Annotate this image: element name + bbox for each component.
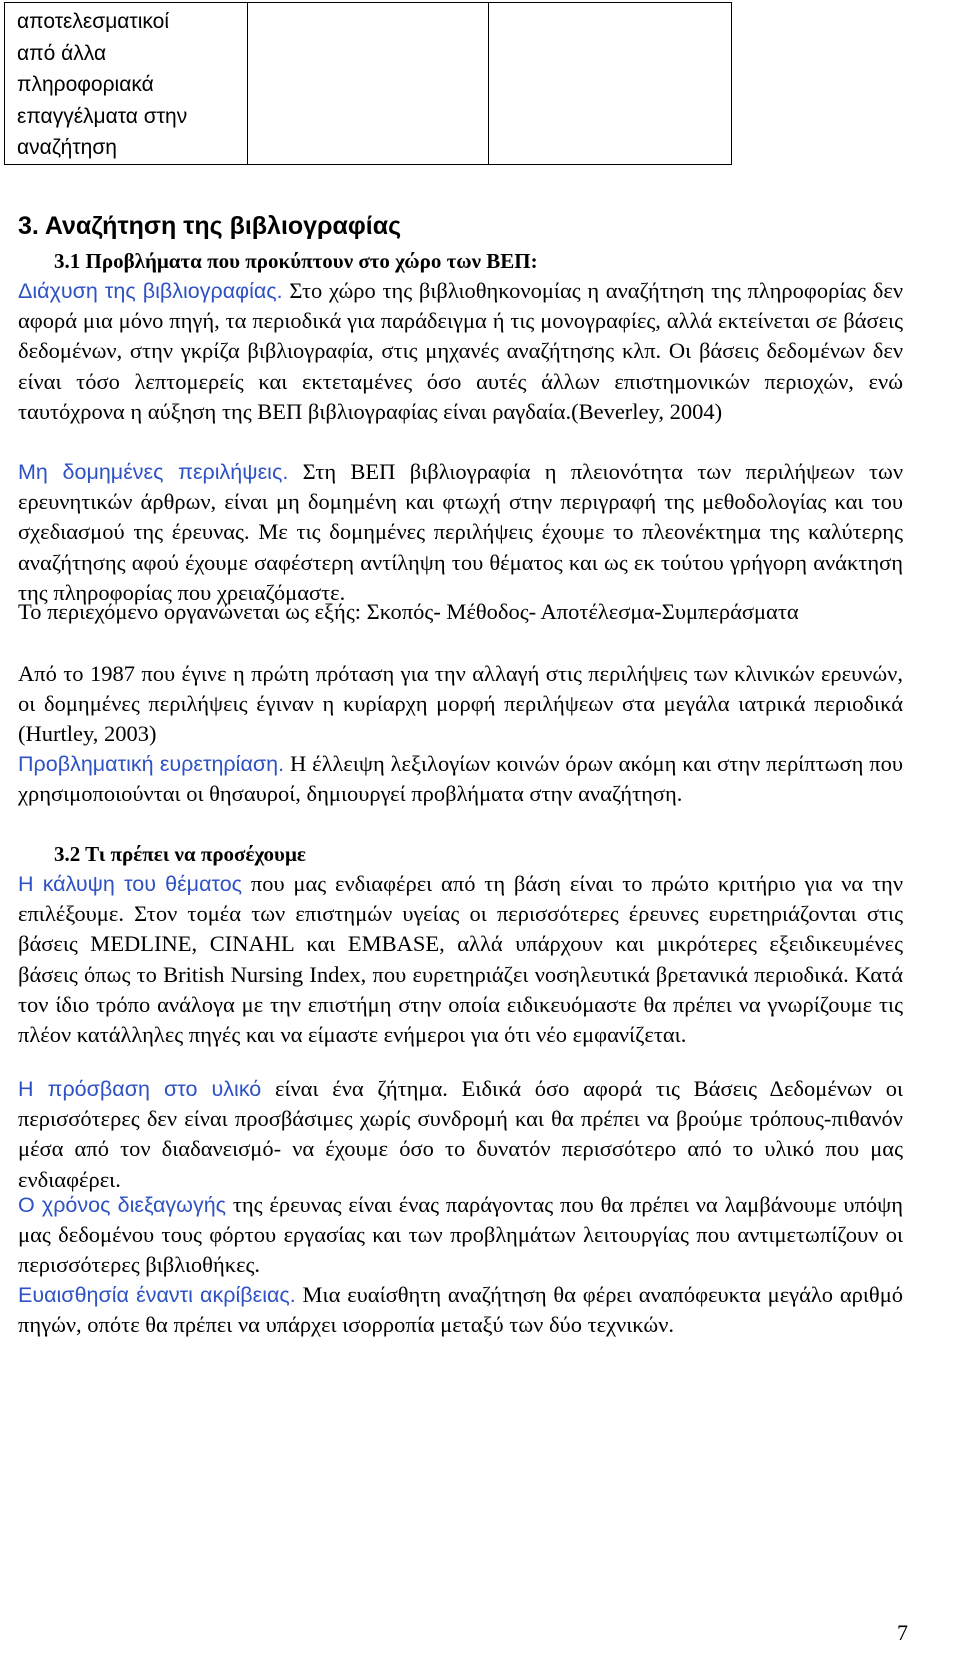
- paragraph-body: Στο χώρο της βιβλιοθηκονομίας η αναζήτηση της πληροφορίας δεν αφορά μια μόνο πηγή, τα περιοδικά για παράδειγμα ή τις μονογραφίες, αλλά εκτείνεται σε βάσεις δεδομένων, στην γκρίζα βιβλιογραφία, στις μηχανές αναζήτησης κλπ. Οι βάσεις δεδομένων δεν είναι τόσο λεπτομερείς και εκτεταμένες όσο αυτές άλλων επιστημονικών περιοχών, ενώ ταυτόχρονα η αύξηση της ΒΕΠ βιβλιογραφίας είναι ραγδαία.(Beverley, 2004): [18, 278, 904, 424]
- paragraph-lead-phrase: Η κάλυψη του θέματος: [18, 872, 243, 896]
- paragraph-research-time: [18, 1190, 903, 1281]
- paragraph-lead-phrase: Προβληματική ευρετηρίαση.: [18, 752, 285, 776]
- subsection-heading-considerations: 3.2 Τι πρέπει να προσέχουμε: [54, 842, 306, 866]
- cell-text-line: από άλλα: [17, 41, 107, 65]
- paragraph-body: είναι ένα ζήτημα. Ειδικά όσο αφορά τις Βάσεις Δεδομένων οι περισσότερες δεν είναι προσβάσιμες χωρίς συνδρομή και θα πρέπει να βρούμε τρόπους-πιθανόν μέσα από τον διαδανεισμό- να έχουμε όσο το δυνατόν περισσότερο από το υλικό που μας ενδιαφέρει.: [18, 1076, 903, 1192]
- paragraph-literature-diffusion: [18, 276, 903, 427]
- paragraph-unstructured-abstracts: [18, 457, 903, 608]
- table-row: [5, 3, 732, 165]
- table-cell-empty: [248, 3, 489, 165]
- section-heading: 3. Αναζήτηση της βιβλιογραφίας: [18, 212, 402, 240]
- paragraph-lead-phrase: Μη δομημένες περιλήψεις.: [18, 460, 289, 484]
- paragraph-body: Μια ευαίσθητη αναζήτηση θα φέρει αναπόφευκτα μεγάλο αριθμό πηγών, οπότε θα πρέπει να υπάρχει ισορροπία μεταξύ των δύο τεχνικών.: [18, 1282, 904, 1338]
- paragraph-body: Η έλλειψη λεξιλογίων κοινών όρων ακόμη και στην περίπτωση που χρησιμοποιούνται οι θησαυροί, δημιουργεί προβλήματα στην αναζήτηση.: [18, 751, 903, 807]
- paragraph-lead-phrase: Η πρόσβαση στο υλικό: [18, 1077, 262, 1101]
- paragraph-structured-abstracts-history: Από το 1987 που έγινε η πρώτη πρόταση για την αλλαγή στις περιλήψεις των κλινικών ερευνών, οι δομημένες περιλήψεις έγιναν η κυρίαρχη μορφή περιλήψεων στα μεγάλα ιατρικά περιοδικά (Hurtley, 2003): [18, 661, 903, 747]
- paragraph-lead-phrase: Διάχυση της βιβλιογραφίας.: [18, 279, 283, 303]
- paragraph-content-structure: Το περιεχόμενο οργανώνεται ως εξής: Σκοπός- Μέθοδος- Αποτέλεσμα-Συμπεράσματα: [18, 599, 799, 624]
- table-cell-empty: [489, 3, 732, 165]
- paragraph-body: που μας ενδιαφέρει από τη βάση είναι το πρώτο κριτήριο για να την επιλέξουμε. Στον τομέα των επιστημών υγείας οι περισσότερες έρευνες ευρετηριάζονται στις βάσεις MEDLINE, CINAHL και EMBASE, αλλά υπάρχουν και μικρότερες εξειδικευμένες βάσεις όπως το British Nursing Index, που ευρετηριάζει νοσηλευτικά βρετανικά περιοδικά. Κατά τον ίδιο τρόπο ανάλογα με την επιστήμη στην οποία ειδικευόμαστε θα πρέπει να γνωρίζουμε τις πλέον κατάλληλες πηγές και να είμαστε ενήμεροι για ότι νέο εμφανίζεται.: [18, 871, 903, 1048]
- cell-text-line: αποτελεσματικοί: [17, 10, 169, 33]
- comparison-table-fragment: [4, 2, 732, 165]
- paragraph-body: Στη ΒΕΠ βιβλιογραφία η πλειονότητα των περιλήψεων των ερευνητικών άρθρων, είναι μη δομημένη και φτωχή στην περιγραφή της μεθοδολογίας και του σχεδιασμού της έρευνας. Με τις δομημένες περιλήψεις έχουμε το πλεονέκτημα της καλύτερης αναζήτησης αφού έχουμε σαφέστερη αντίληψη του θέματος και ως εκ τούτου γρήγορη ανάκτηση της πληροφορίας που χρειαζόμαστε.: [18, 459, 903, 605]
- cell-text-line: αναζήτηση: [17, 136, 117, 159]
- cell-text-line: πληροφοριακά: [17, 73, 154, 96]
- subsection-heading-problems: 3.1 Προβλήματα που προκύπτουν στο χώρο των ΒΕΠ:: [54, 249, 538, 273]
- paragraph-body: της έρευνας είναι ένας παράγοντας που θα πρέπει να λαμβάνουμε υπόψη μας δεδομένου τους φόρτου εργασίας και των προβλημάτων λειτουργίας που αντιμετωπίζουν οι περισσότερες βιβλιοθήκες.: [18, 1192, 903, 1278]
- table-cell: [5, 3, 248, 165]
- page-number: 7: [897, 1620, 908, 1645]
- paragraph-lead-phrase: Ο χρόνος διεξαγωγής: [18, 1193, 227, 1217]
- cell-text-line: επαγγέλματα στην: [17, 104, 188, 128]
- paragraph-problematic-indexing: [18, 749, 903, 809]
- paragraph-lead-phrase: Ευαισθησία έναντι ακρίβειας.: [18, 1283, 296, 1307]
- paragraph-material-access: [18, 1074, 903, 1195]
- paragraph-sensitivity-precision: [18, 1280, 903, 1340]
- paragraph-topic-coverage: [18, 869, 903, 1050]
